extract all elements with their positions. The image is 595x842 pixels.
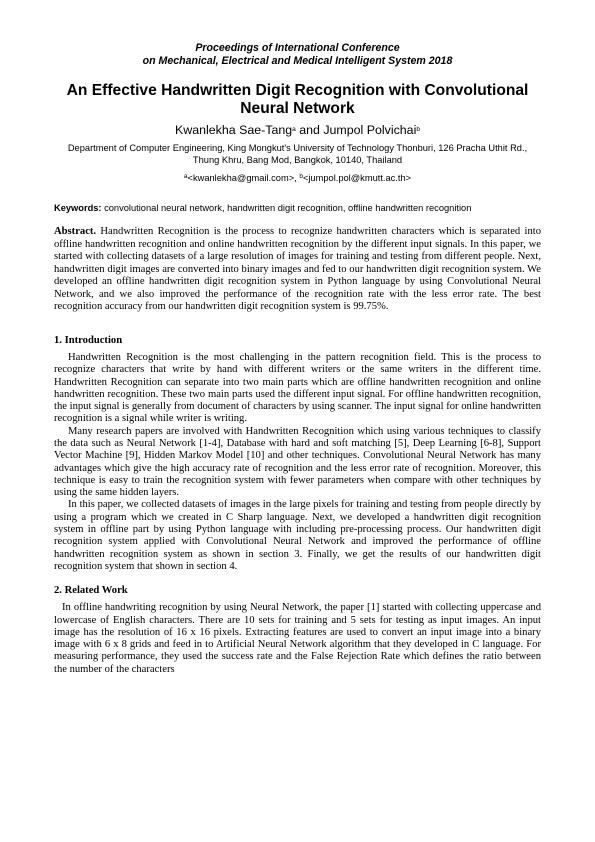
related-paragraph-1: In offline handwriting recognition by using Neural Network, the paper [1] started with collecting uppercase and lowercase of English characters. There are 10 sets for training and 5 sets for testing as input images. An input image has the resolution of 16 x 16 pixels. Extracting features are used to convert an input image into a binary image with 6 x 8 grids and feed in to Artificial Neural Network algorithm that they developed in C language. For measuring performance, they used the success rate and the False Rejection Rate which defines the ratio between the number of the characters — [54, 602, 541, 675]
email-2-marker: b — [299, 172, 303, 180]
paper-title-line-2: Neural Network — [240, 100, 355, 117]
paper-title — [54, 82, 541, 118]
author-emails — [54, 172, 541, 184]
section-heading-introduction: 1. Introduction — [54, 334, 123, 346]
affiliation: Department of Computer Engineering, King Mongkut's University of Technology Thonburi, 126 Pracha Uthit Rd., Thung Khru, Bang Mod, Bangkok, 10140, Thailand — [67, 143, 528, 166]
abstract-label: Abstract. — [54, 226, 97, 238]
keywords-label: Keywords: — [54, 202, 102, 213]
proceedings-line-2: on Mechanical, Electrical and Medical Intelligent System 2018 — [142, 55, 453, 67]
abstract — [54, 226, 541, 314]
proceedings-header — [54, 42, 541, 68]
author-2-marker: b — [416, 126, 420, 133]
intro-paragraph-3: In this paper, we collected datasets of images in the large pixels for training and testing from people directly by using a program which we created in C Sharp language. Next, we developed a handwritten digit recognition system in offline part by using Python language with including pre-processing process. Our handwritten digit recognition system applied with Convolutional Neural Network and improved the performance of offline handwritten recognition system as shown in section 3. Finally, we get the results of our handwritten digit recognition system that shown in section 4. — [54, 499, 541, 572]
section-heading-related-work: 2. Related Work — [54, 585, 128, 597]
intro-paragraph-2: Many research papers are involved with Handwritten Recognition which using various techniques to classify the data such as Neural Network [1-4], Database with hard and soft matching [5], Deep Learning [6-8], Support Vector Machine [9], Hidden Markov Model [10] and other techniques. Convolutional Neural Network has many advantages which give the high accuracy rate of recognition and the less error rate of recognition. Moreover, this technique is easy to train the recognition system with fewer parameters when compare with other techniques by using the same hidden layers. — [54, 425, 541, 499]
author-1-name: Kwanlekha Sae-Tang — [175, 123, 293, 137]
proceedings-line-1: Proceedings of International Conference — [195, 42, 400, 54]
email-1: <kwanlekha@gmail.com>, — [187, 172, 300, 183]
abstract-text: Handwritten Recognition is the process to recognize handwritten characters which is separated into offline handwritten recognition and online handwritten recognition by the different input signals. In this paper, we started with collecting datasets of a large resolution of images for training and testing from different people. Next, handwritten digit images are converted into binary images and fed to our handwritten digit recognition system. We developed an offline handwritten digit recognition system in Python language by using Convolutional Neural Network, and we also improved the performance of the recognition rate with the less error rate. The best recognition accuracy from our handwritten digit recognition system is 99.75%. — [54, 226, 541, 313]
author-1-marker: a — [292, 126, 296, 133]
keywords — [54, 203, 541, 215]
paper-title-line-1: An Effective Handwritten Digit Recognition with Convolutional — [66, 82, 529, 99]
email-2: <jumpol.pol@kmutt.ac.th> — [302, 172, 412, 183]
email-1-marker: a — [183, 172, 188, 180]
author-2-name: Jumpol Polvichai — [323, 123, 417, 137]
keywords-text: convolutional neural network, handwritten digit recognition, offline handwritten recognition — [101, 202, 472, 213]
author-join: and — [295, 123, 324, 137]
author-list — [54, 122, 541, 138]
intro-paragraph-1: Handwritten Recognition is the most challenging in the pattern recognition field. This is the process to recognize characters that write by hand with different writers or the same writers in the different time. Handwritten Recognition can separate into two main parts which are offline handwritten recognition and online handwritten recognition. These two main parts used the different input signal. For offline handwritten recognition, the input signal is generally from document of characters by using scanner. The input signal for online handwritten recognition is a signal while writer is writing. — [54, 351, 541, 425]
